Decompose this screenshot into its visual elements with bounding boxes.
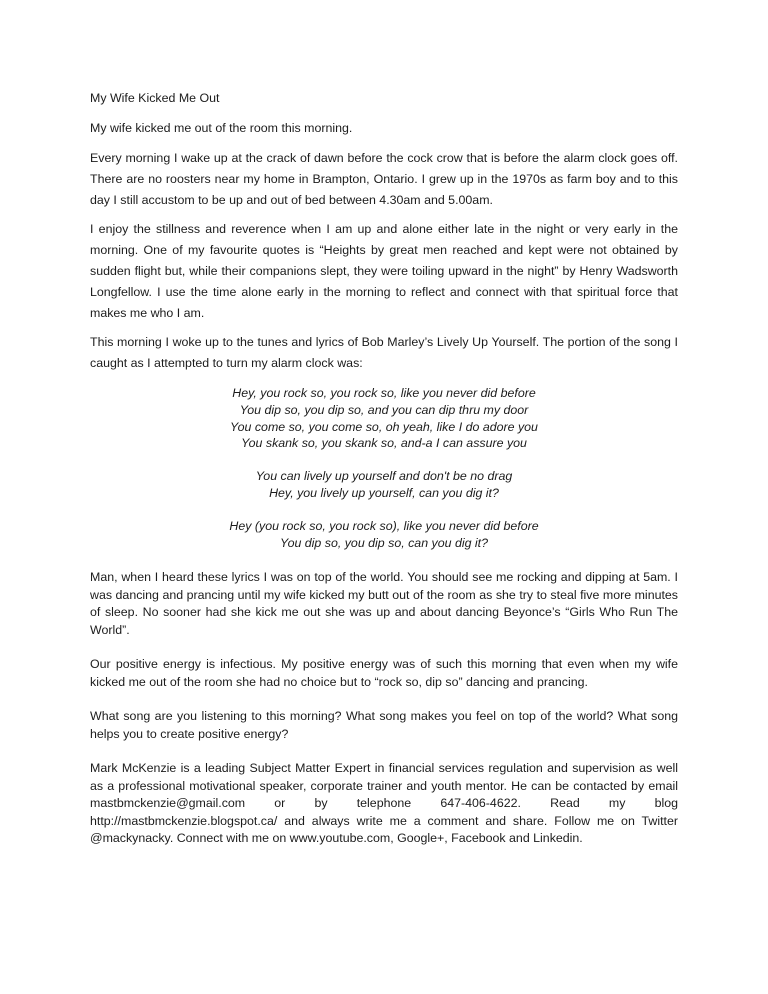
lyrics-stanza-3 — [90, 518, 678, 552]
lyrics-stanza-1 — [90, 385, 678, 452]
paragraph-positive-energy: Our positive energy is infectious. My positive energy was of such this morning that even when my wife kicked me out of the room she had no choice but to “rock so, dip so” dancing and prancing. — [90, 657, 678, 689]
bio-text: and always write me a comment and share. Follow me on Twitter — [277, 813, 678, 828]
twitter-handle-link[interactable]: @mackynacky — [90, 831, 170, 846]
lyric-line: Hey, you rock so, you rock so, like you never did before — [232, 386, 536, 400]
lyric-line: You skank so, you skank so, and-a I can assure you — [241, 436, 527, 451]
lyric-line: Hey, you lively up yourself, can you dig it? — [269, 485, 499, 500]
bio-text: . Connect with me on — [169, 831, 290, 846]
intro-paragraph: My wife kicked me out of the room this morning. — [90, 121, 353, 135]
bio-text: Mark McKenzie is a leading Subject Matter Expert in financial services regulation and supervision as well as a professional motivational speaker, corporate trainer and youth mentor. He can be contacted by email — [90, 761, 678, 793]
phone-number: 647-406-4622 — [440, 796, 518, 811]
paragraph-morning-routine: Every morning I wake up at the crack of dawn before the cock crow that is before the alarm clock goes off. There are no roosters near my home in Brampton, Ontario. I grew up in the 1970s as farm boy and to this day I still accustom to be up and out of bed between 4.30am and 5.00am. — [90, 151, 678, 207]
youtube-link[interactable]: www.youtube.com — [289, 831, 391, 846]
lyric-line: You dip so, you dip so, can you dig it? — [279, 535, 489, 550]
paragraph-questions: What song are you listening to this morning? What song makes you feel on top of the world? What song helps you to create positive energy? — [90, 709, 678, 741]
paragraph-stillness: I enjoy the stillness and reverence when I am up and alone either late in the night or very early in the morning. One of my favourite quotes is “Heights by great men reached and kept were not obtained by sudden flight but, while their companions slept, they were toiling upward in the night” by Henry Wadsworth Longfellow. I use the time alone early in the morning to reflect and connect with that spiritual force that makes me who I am. — [90, 222, 678, 320]
bio-text: . Read my blog — [517, 796, 678, 811]
bio-text: or by telephone — [245, 796, 441, 811]
bio-text: , Google+, Facebook and Linkedin. — [390, 831, 583, 846]
blog-link[interactable]: http://mastbmckenzie.blogspot.ca/ — [90, 813, 278, 828]
song-lyrics — [90, 385, 678, 551]
paragraph-bob-marley: This morning I woke up to the tunes and lyrics of Bob Marley’s Lively Up Yourself. The portion of the song I caught as I attempted to turn my alarm clock was: — [90, 335, 678, 370]
lyrics-stanza-2 — [90, 468, 678, 502]
lyric-line: Hey (you rock so, you rock so), like you never did before — [229, 518, 539, 533]
lyric-line: You come so, you come so, oh yeah, like I do adore you — [230, 419, 538, 434]
document-body — [90, 88, 678, 848]
lyric-line: You dip so, you dip so, and you can dip thru my door — [239, 402, 529, 417]
email-link[interactable]: mastbmckenzie@gmail.com — [90, 796, 246, 811]
lyric-line: You can lively up yourself and don't be no drag — [255, 469, 513, 484]
author-bio — [90, 760, 678, 848]
document-title: My Wife Kicked Me Out — [90, 91, 220, 105]
paragraph-top-of-world: Man, when I heard these lyrics I was on top of the world. You should see me rocking and dipping at 5am. I was dancing and prancing until my wife kicked my butt out of the room as she try to steal five more minutes of sleep. No sooner had she kick me out she was up and about dancing Beyonce’s “Girls Who Run The World”. — [90, 570, 678, 637]
